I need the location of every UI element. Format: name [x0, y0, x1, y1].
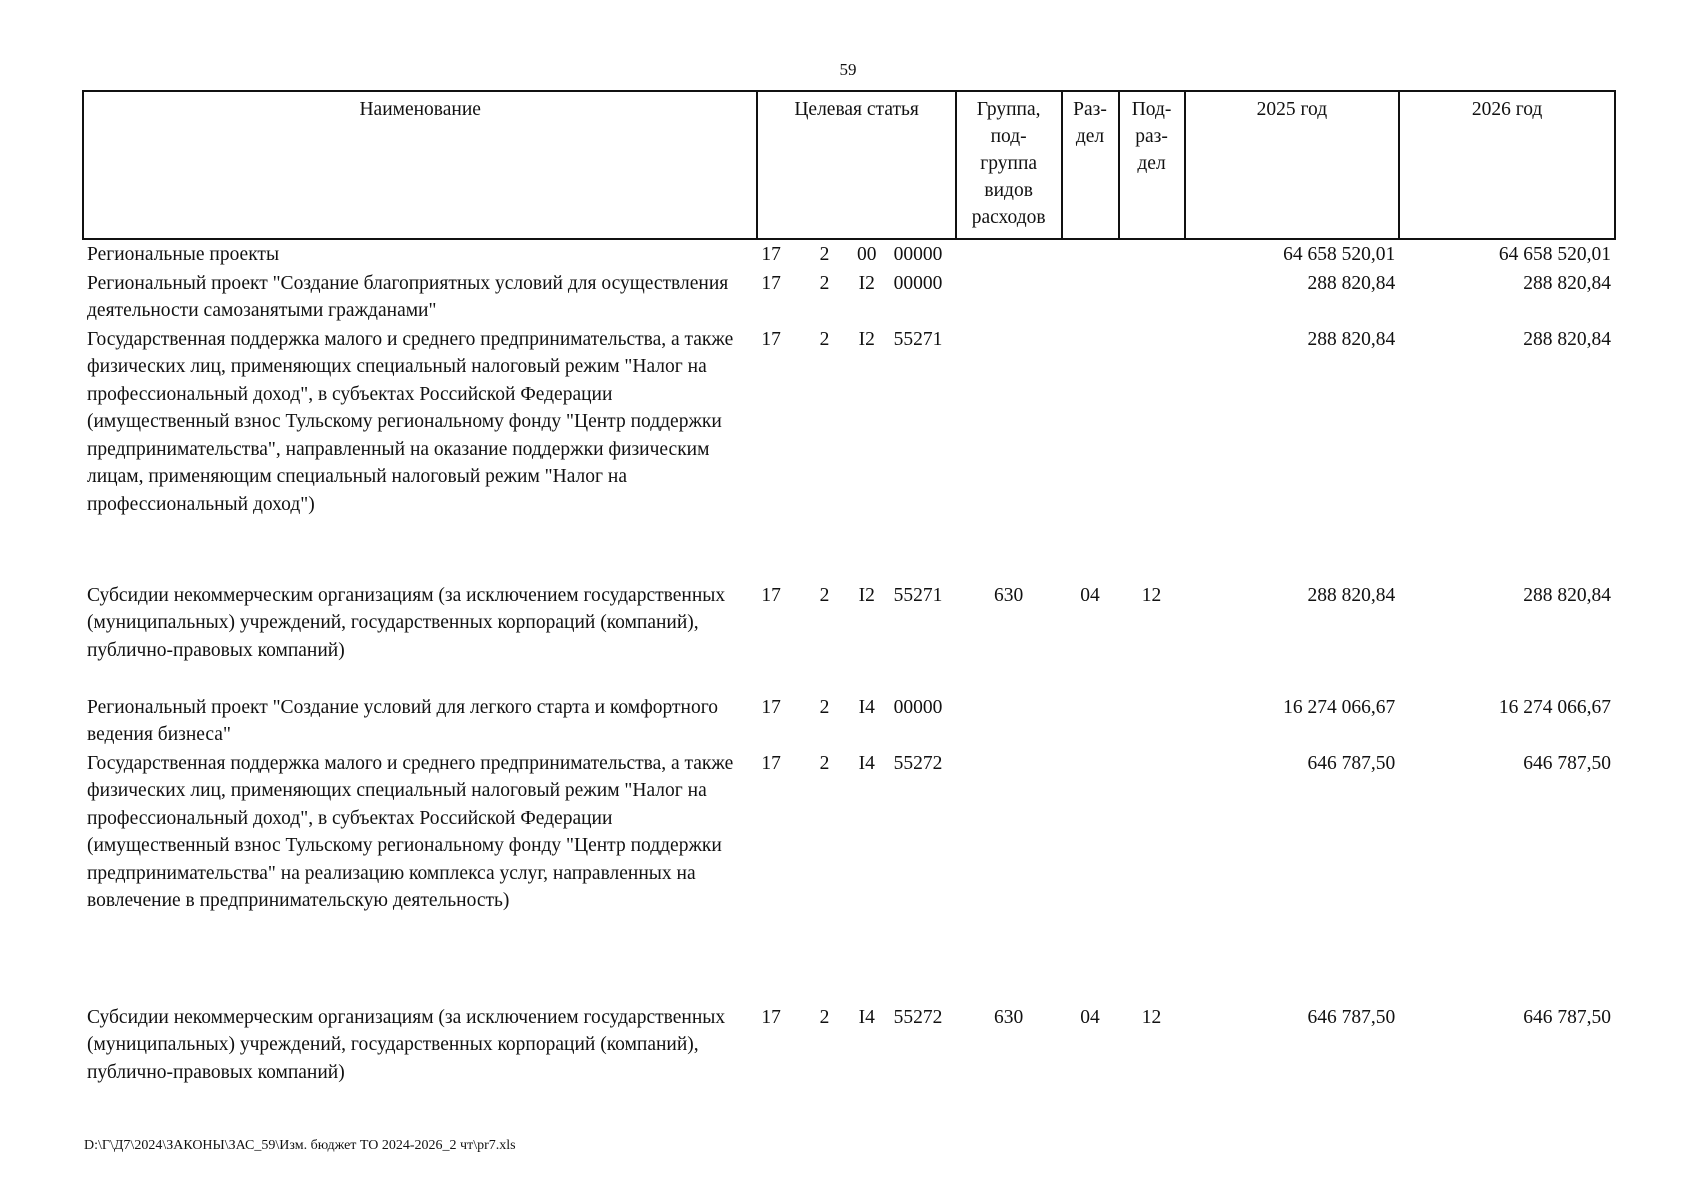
amount-2025: 16 274 066,67: [1283, 696, 1396, 718]
row-name: Государственная поддержка малого и среднего предпринимательства, а также физических лиц, применяющих специальный налоговый режим "Налог на профессиональный доход", в субъектах Российской Федерации (имущественный взнос Тульскому региональному фонду "Центр поддержки предпринимательства", направленный на оказание поддержки физическим лицам, применяющим специальный налоговый режим "Налог на профессиональный доход"): [87, 328, 734, 515]
section: [1062, 325, 1119, 581]
target-article-event: I2: [858, 584, 875, 606]
amount-2026: 288 820,84: [1523, 328, 1611, 350]
target-article-program: 17: [761, 328, 781, 350]
amount-2026: 646 787,50: [1523, 752, 1611, 774]
target-article-subprogram: 2: [819, 752, 830, 774]
header-year-2026: 2026 год: [1399, 91, 1615, 239]
row-name: Субсидии некоммерческим организациям (за исключением государственных (муниципальных) учреждений, государственных корпораций (компаний), публично-правовых компаний): [87, 584, 726, 661]
section: [1062, 693, 1119, 749]
budget-table: [82, 90, 1616, 1093]
amount-2026: 64 658 520,01: [1498, 244, 1611, 265]
amount-2026: 16 274 066,67: [1498, 696, 1611, 718]
table-row: [83, 749, 1615, 1003]
target-article-subprogram: 2: [819, 244, 830, 265]
subsection: 12: [1141, 584, 1162, 606]
expense-group: [956, 239, 1062, 269]
header-section: Раз- дел: [1062, 91, 1119, 239]
target-article-event: I4: [858, 696, 875, 718]
section: [1062, 749, 1119, 1003]
target-article-direction: 55272: [893, 1006, 943, 1028]
section: [1062, 269, 1119, 325]
amount-2026: 646 787,50: [1523, 1006, 1611, 1028]
expense-group: [956, 749, 1062, 1003]
expense-group: 630: [994, 584, 1024, 606]
subsection: [1119, 749, 1185, 1003]
target-article-direction: 00000: [893, 696, 943, 718]
amount-2025: 646 787,50: [1307, 752, 1396, 774]
target-article-program: 17: [761, 752, 781, 774]
target-article-event: I2: [858, 272, 875, 294]
row-name: Субсидии некоммерческим организациям (за исключением государственных (муниципальных) учреждений, государственных корпораций (компаний), публично-правовых компаний): [87, 1006, 726, 1083]
target-article-event: I4: [858, 1006, 875, 1028]
table-row: [83, 1003, 1615, 1093]
target-article-subprogram: 2: [819, 584, 830, 606]
section: 04: [1080, 584, 1100, 606]
subsection: [1119, 269, 1185, 325]
subsection: 12: [1141, 1006, 1162, 1028]
amount-2026: 288 820,84: [1523, 584, 1611, 606]
amount-2025: 288 820,84: [1307, 272, 1396, 294]
target-article-program: 17: [761, 696, 781, 718]
row-name: Региональный проект "Создание благоприятных условий для осуществления деятельности самозанятыми гражданами": [87, 272, 729, 321]
target-article-direction: 55271: [893, 584, 943, 606]
budget-sheet: [82, 90, 1616, 1093]
target-article-event: 00: [856, 244, 877, 265]
header-group: Группа, под- группа видов расходов: [956, 91, 1062, 239]
section: 04: [1080, 1006, 1100, 1028]
target-article-direction: 55272: [893, 752, 943, 774]
file-path-footer: D:\Г\Д7\2024\ЗАКОНЫ\ЗАС_59\Изм. бюджет ТО 2024-2026_2 чт\pr7.xls: [84, 1138, 516, 1153]
header-target-article: Целевая статья: [757, 91, 955, 239]
amount-2026: 288 820,84: [1523, 272, 1611, 294]
row-name: Региональный проект "Создание условий для легкого старта и комфортного ведения бизнеса": [87, 696, 718, 745]
header-subsection: Под- раз- дел: [1119, 91, 1185, 239]
subsection: [1119, 325, 1185, 581]
header-row: [83, 91, 1615, 239]
target-article-program: 17: [761, 272, 781, 294]
target-article-direction: 00000: [893, 244, 943, 265]
row-name: Региональные проекты: [87, 244, 280, 265]
expense-group: [956, 693, 1062, 749]
subsection: [1119, 239, 1185, 269]
target-article-direction: 55271: [893, 328, 943, 350]
target-article-event: I2: [858, 328, 875, 350]
amount-2025: 646 787,50: [1307, 1006, 1396, 1028]
amount-2025: 288 820,84: [1307, 584, 1396, 606]
amount-2025: 64 658 520,01: [1283, 244, 1396, 265]
target-article-program: 17: [761, 1006, 781, 1028]
target-article-subprogram: 2: [819, 328, 830, 350]
expense-group: 630: [994, 1006, 1024, 1028]
subsection: [1119, 693, 1185, 749]
header-name: Наименование: [83, 91, 757, 239]
target-article-subprogram: 2: [819, 696, 830, 718]
table-row: [83, 239, 1615, 269]
section: [1062, 239, 1119, 269]
expense-group: [956, 325, 1062, 581]
target-article-event: I4: [858, 752, 875, 774]
row-name: Государственная поддержка малого и среднего предпринимательства, а также физических лиц, применяющих специальный налоговый режим "Налог на профессиональный доход", в субъектах Российской Федерации (имущественный взнос Тульскому региональному фонду "Центр поддержки предпринимательства" на реализацию комплекса услуг, направленных на вовлечение в предпринимательскую деятельность): [87, 752, 734, 911]
target-article-program: 17: [761, 584, 781, 606]
header-year-2025: 2025 год: [1185, 91, 1400, 239]
table-row: [83, 325, 1615, 581]
target-article-subprogram: 2: [819, 272, 830, 294]
target-article-program: 17: [761, 244, 781, 265]
expense-group: [956, 269, 1062, 325]
target-article-direction: 00000: [893, 272, 943, 294]
table-row: [83, 269, 1615, 325]
amount-2025: 288 820,84: [1307, 328, 1396, 350]
page-number: 59: [839, 60, 857, 79]
table-row: [83, 693, 1615, 749]
target-article-subprogram: 2: [819, 1006, 830, 1028]
table-row: [83, 581, 1615, 693]
